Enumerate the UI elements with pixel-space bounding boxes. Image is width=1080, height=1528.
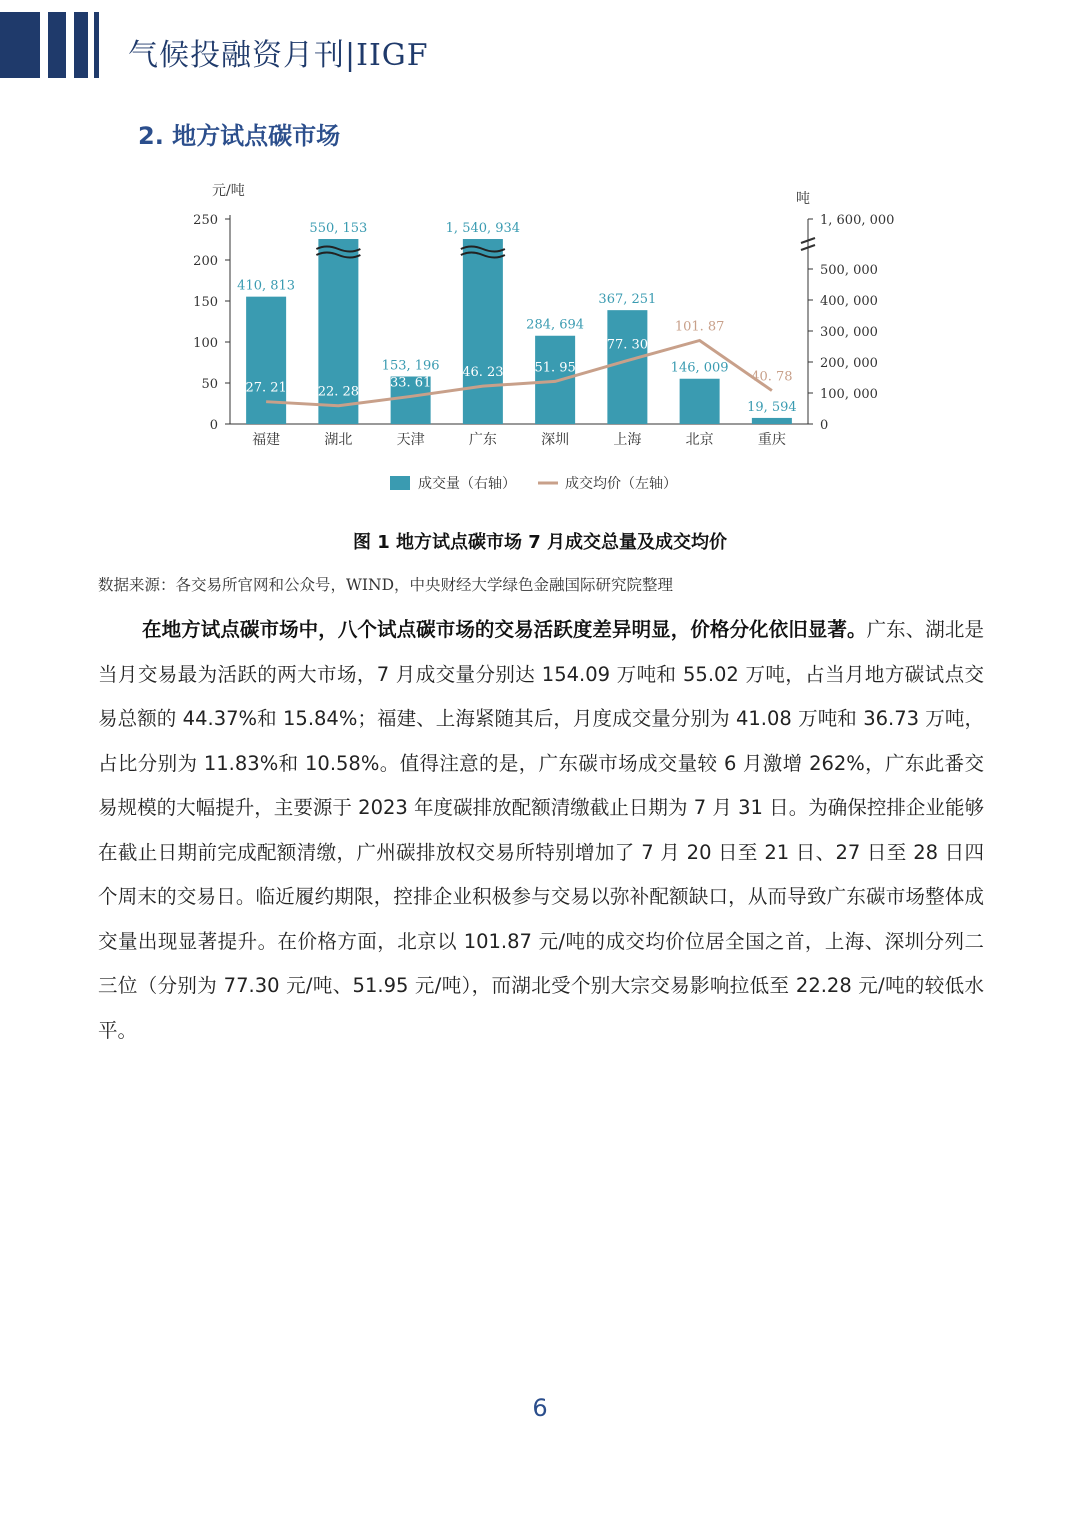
price-value-label: 27. 21 [245, 380, 287, 396]
legend-swatch-volume [390, 476, 410, 490]
paragraph-lead: 在地方试点碳市场中，八个试点碳市场的交易活跃度差异明显，价格分化依旧显著。 [142, 618, 867, 641]
bar-北京 [680, 379, 720, 424]
bar-value-label: 550, 153 [309, 221, 368, 236]
body-paragraph [98, 608, 984, 1053]
right-tick-label: 0 [820, 418, 829, 433]
bar-value-label: 410, 813 [237, 278, 296, 294]
header-bar [48, 12, 66, 78]
x-tick-label: 湖北 [324, 432, 353, 448]
x-tick-label: 深圳 [541, 432, 570, 448]
legend-label-price: 成交均价（左轴） [565, 476, 677, 492]
header-bar [0, 12, 40, 78]
bar-value-label: 153, 196 [381, 358, 440, 374]
bar-value-label: 284, 694 [526, 317, 585, 333]
chart-legend [390, 475, 677, 492]
right-tick-label: 1, 600, 000 [820, 213, 895, 228]
x-tick-label: 福建 [252, 432, 281, 448]
price-value-label: 33. 61 [389, 375, 432, 391]
right-tick-label: 300, 000 [820, 325, 878, 340]
left-tick-label: 250 [193, 213, 218, 228]
right-tick-label: 200, 000 [820, 356, 878, 371]
right-tick-label: 100, 000 [820, 387, 878, 402]
page-number: 6 [532, 1394, 548, 1422]
bar-上海 [607, 310, 647, 424]
bar-福建 [246, 297, 286, 424]
price-value-label: 51. 95 [534, 360, 576, 376]
right-axis-unit: 吨 [796, 191, 810, 207]
bar-value-label: 367, 251 [598, 292, 657, 308]
section-title: 2. 地方试点碳市场 [138, 122, 341, 150]
price-value-label: 40. 78 [751, 369, 793, 385]
left-axis-unit: 元/吨 [212, 183, 245, 199]
bar-重庆 [752, 418, 792, 424]
header-title: 气候投融资月刊|IIGF [128, 38, 429, 73]
price-value-label: 77. 30 [606, 337, 649, 353]
data-source: 数据来源：各交易所官网和公众号，WIND，中央财经大学绿色金融国际研究院整理 [98, 576, 674, 594]
bar-line-chart [180, 175, 910, 505]
x-tick-label: 北京 [685, 432, 714, 448]
left-tick-label: 0 [209, 418, 218, 433]
price-value-label: 46. 23 [462, 365, 504, 381]
right-tick-label: 400, 000 [820, 294, 878, 309]
left-tick-label: 200 [193, 254, 218, 269]
x-tick-label: 天津 [396, 432, 425, 448]
right-axis [801, 213, 894, 433]
right-tick-label: 500, 000 [820, 263, 878, 278]
figure-caption: 图 1 地方试点碳市场 7 月成交总量及成交均价 [352, 532, 728, 553]
header-bar [94, 12, 99, 78]
x-tick-label: 广东 [468, 432, 497, 448]
x-tick-label: 上海 [613, 432, 642, 448]
bar-value-label: 1, 540, 934 [445, 221, 521, 236]
left-tick-label: 100 [193, 336, 218, 351]
price-value-label: 101. 87 [674, 319, 725, 335]
left-tick-label: 150 [193, 295, 218, 310]
x-axis-labels [252, 431, 786, 448]
bar-广东 [463, 239, 503, 424]
bar-value-label: 19, 594 [747, 399, 797, 415]
paragraph-body: 广东、湖北是当月交易最为活跃的两大市场，7 月成交量分别达 154.09 万吨和 55.02 万吨，占当月地方碳试点交易总额的 44.37%和 15.84%；福建、上海紧随其后，月度成交量分别为 41.08 万吨和 36.73 万吨，占比分别为 11.83%和 10.58%。值得注意的是，广东碳市场成交量较 6 月激增 262%，广东此番交易规模的大幅提升，主要源于 2023 年度碳排放配额清缴截止日期为 7 月 31 日。为确保控排企业能够在截止日期前完成配额清缴，广州碳排放权交易所特别增加了 7 月 20 日至 21 日、27 日至 28 日四个周末的交易日。临近履约期限，控排企业积极参与交易以弥补配额缺口，从而导致广东碳市场整体成交量出现显著提升。在价格方面，北京以 101.87 元/吨的成交均价位居全国之首，上海、深圳分列二三位（分别为 77.30 元/吨、51.95 元/吨），而湖北受个别大宗交易影响拉低至 22.28 元/吨的较低水平。 [98, 618, 984, 1042]
left-tick-label: 50 [201, 377, 218, 392]
legend-label-volume: 成交量（右轴） [418, 476, 516, 492]
x-tick-label: 重庆 [757, 432, 786, 448]
price-value-label: 22. 28 [317, 384, 360, 400]
bar-value-label: 146, 009 [670, 360, 729, 376]
header-bar [74, 12, 88, 78]
